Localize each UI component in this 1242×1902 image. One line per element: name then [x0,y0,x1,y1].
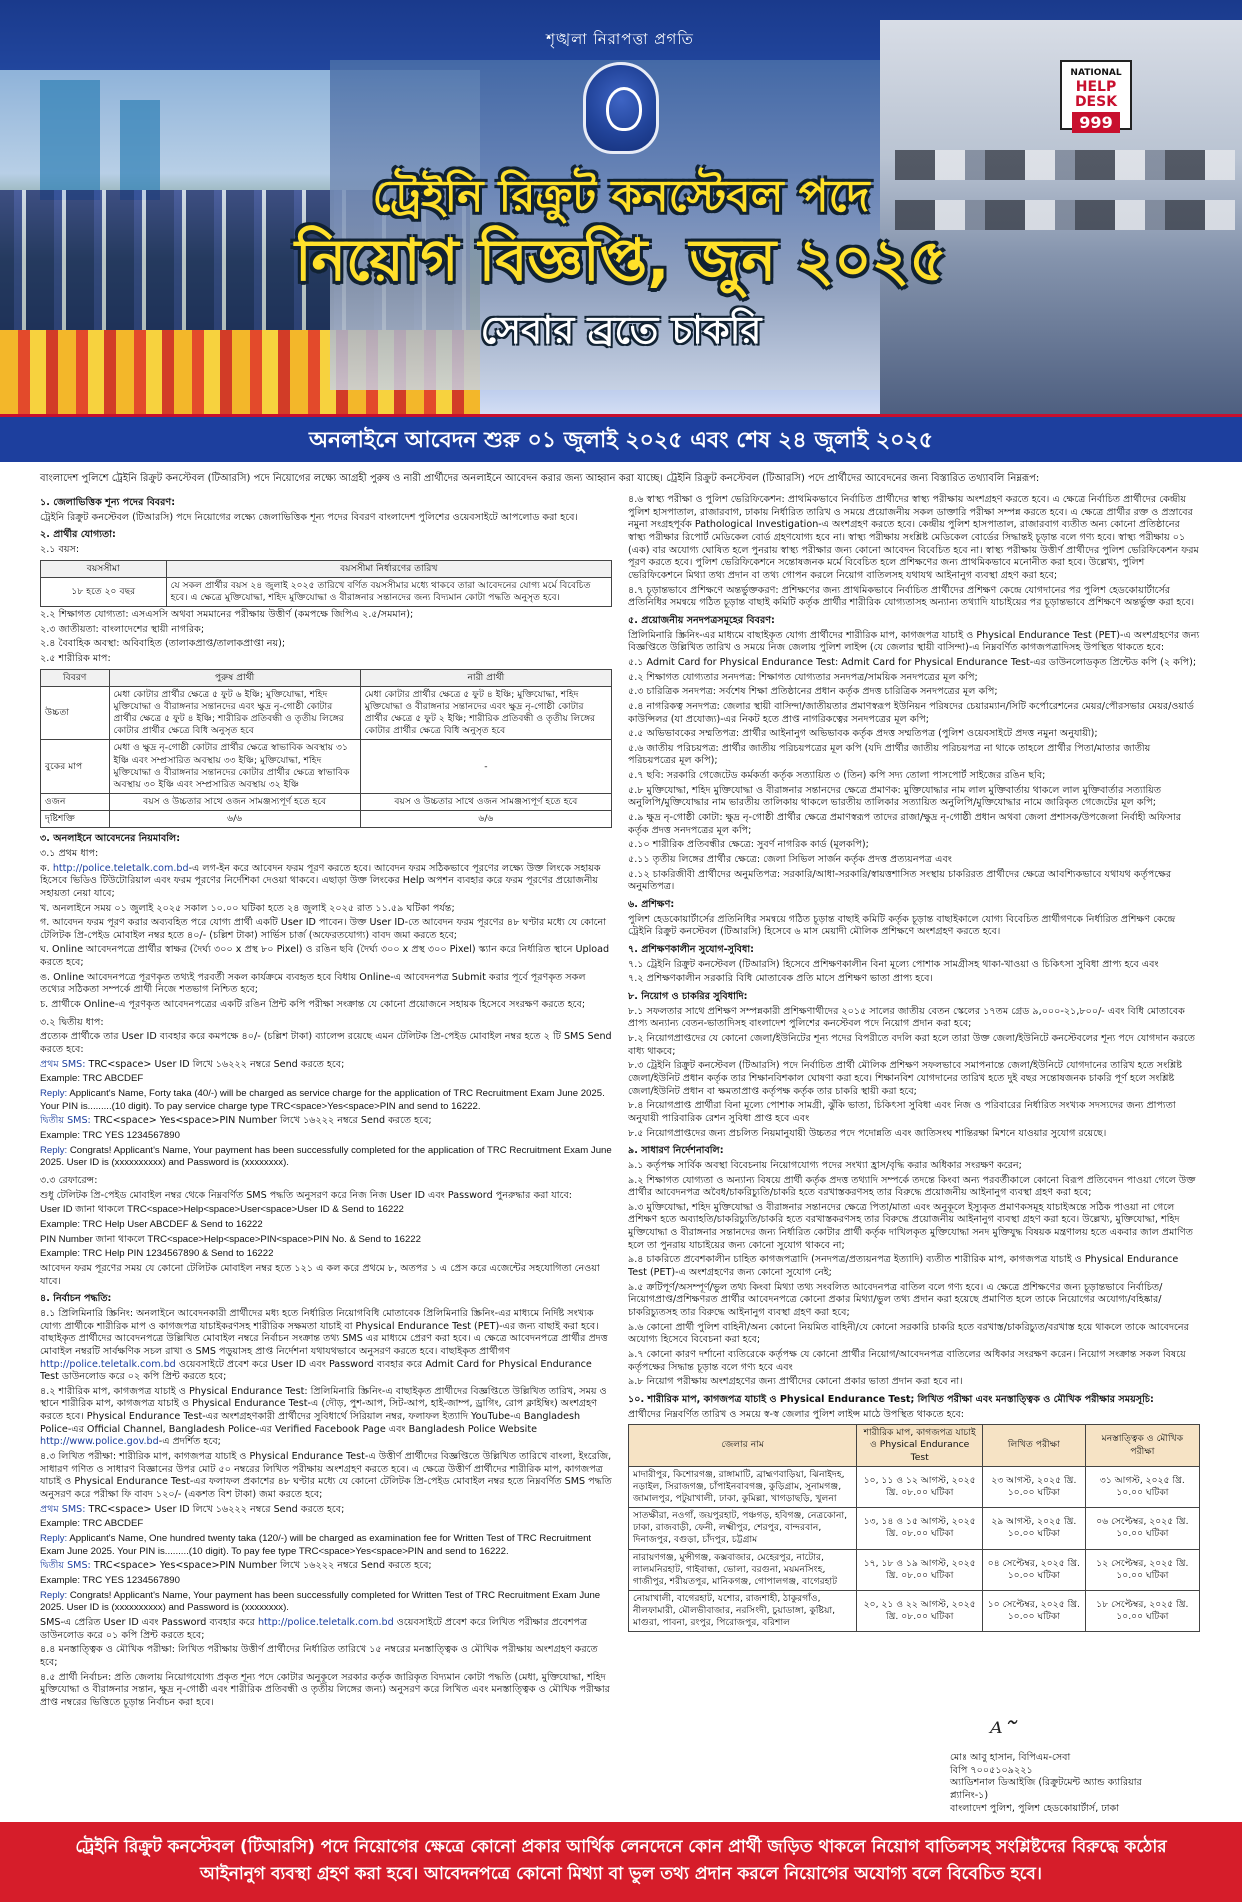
signature-block [950,1715,1180,1815]
table-row: সাতক্ষীরা, নওগাঁ, জয়পুরহাট, পঞ্চগড়, হবিগঞ্জ, নেত্রকোনা, ঢাকা, রাজবাড়ী, ফেনী, লক্ষ্মীপুর, শেরপুর, বান্দরবান, দিনাজপুর, বগুড়া, চাঁদপুর, চট্টগ্রাম ১৩, ১৪ ও ১৫ আগস্ট, ২০২৫ খ্রি. ০৮.০০ ঘটিকা ২৯ আগস্ট, ২০২৫ খ্রি. ১০.০০ ঘটিকা ০৬ সেপ্টেম্বর, ২০২৫ খ্রি. ১০.০০ ঘটিকা [629,1508,1200,1549]
national-helpdesk-sign: NATIONAL HELP DESK 999 [1060,60,1132,130]
section-heading: ১০. শারীরিক মাপ, কাগজপত্র যাচাই ও Physical Endurance Test; লিখিত পরীক্ষা এবং মনস্তাত্ত্বিক ও মৌখিক পরীক্ষার সময়সূচি: [628,1394,1154,1405]
section-heading: ২. প্রার্থীর যোগ্যতা: [40,529,116,541]
section-heading: ৫. প্রয়োজনীয় সনদপত্রসমূহের বিবরণ: [628,614,775,626]
signatory-name: মোঃ আবু হাসান, বিপিএম-সেবা [950,1751,1071,1763]
warning-footer: ট্রেইনি রিক্রুট কনস্টেবল (টিআরসি) পদে নিয়োগের ক্ষেত্রে কোনো প্রকার আর্থিক লেনদেনে কোন প্রার্থী জড়িত থাকলে নিয়োগ বাতিলসহ সংশ্লিষ্টদের বিরুদ্ধে কঠোর আইনানুগ ব্যবস্থা গ্রহণ করা হবে। আবেদনপত্রে কোনো মিথ্যা বা ভুল তথ্য প্রদান করলে নিয়োগের অযোগ্য বলে বিবেচিত হবে। [0,1822,1242,1902]
schedule-table: জেলার নাম শারীরিক মাপ, কাগজপত্র যাচাই ও Physical Endurance Test লিখিত পরীক্ষা মনস্তাত্ত্বিক ও মৌখিক পরীক্ষা মাদারীপুর, কিশোরগঞ্জ, রাঙ্গামাটি, ব্রাহ্মণবাড়িয়া, ঝিনাইদহ, নড়াইল, সিরাজগঞ্জ, চাঁপাইনবাবগঞ্জ, কুড়িগ্রাম, সুনামগঞ্জ, জামালপুর, পটুয়াখালী, ঢাকা, কুমিল্লা, খাগড়াছড়ি, খুলনা ১০, ১১ ও ১২ আগস্ট, ২০২৫ খ্রি. ০৮.০০ ঘটিকা ২৩ আগস্ট, ২০২৫ খ্রি. ১০.০০ ঘটিকা ৩১ আগস্ট, ২০২৫ খ্রি. ১০.০০ ঘটিকা সাতক্ষীরা, নওগাঁ, জয়পুরহাট, পঞ্চগড়, হবিগঞ্জ, নেত্রকোনা, ঢাকা, রাজবাড়ী, ফেনী, লক্ষ্মীপুর, শেরপুর, বান্দরবান, দিনাজপুর, বগুড়া, চাঁদপুর, চট্টগ্রাম ১৩, ১৪ ও ১৫ আগস্ট, ২০২৫ খ্রি. ০৮.০০ ঘটিকা ২৯ আগস্ট, ২০২৫ খ্রি. ১০.০০ ঘটিকা ০৬ সেপ্টেম্বর, ২০২৫ খ্রি. ১০.০০ ঘটিকা নারায়ণগঞ্জ, মুন্সীগঞ্জ, কক্সবাজার, মেহেরপুর, নাটোর, লালমনিরহাট, গাইবান্ধা, ভোলা, বরগুনা, ময়মনসিংহ, গাজীপুর, শরীয়তপুর, মানিকগঞ্জ, গোপালগঞ্জ, বাগেরহাট ১৭, ১৮ ও ১৯ আগস্ট, ২০২৫ খ্রি. ০৮.০০ ঘটিকা ০৪ সেপ্টেম্বর, ২০২৫ খ্রি. ১০.০০ ঘটিকা ১২ সেপ্টেম্বর, ২০২৫ খ্রি. ১০.০০ ঘটিকা নোয়াখালী, বাগেরহাট, যশোর, রাজশাহী, ঠাকুরগাঁও, নীলফামারী, মৌলভীবাজার, নরসিংদী, চুয়াডাঙ্গা, কুষ্টিয়া, মাগুরা, পাবনা, রংপুর, পিরোজপুর, বরিশাল ২০, ২১ ও ২২ আগস্ট, ২০২৫ খ্রি. ০৮.০০ ঘটিকা ১০ সেপ্টেম্বর, ২০২৫ খ্রি. ১০.০০ ঘটিকা ১৮ সেপ্টেম্বর, ২০২৫ খ্রি. ১০.০০ ঘটিকা [628,1424,1200,1632]
age-table: বয়সসীমা বয়সসীমা নির্ধারণের তারিখ ১৮ হতে ২০ বছর যে সকল প্রার্থীর বয়স ২৪ জুলাই ২০২৫ তারিখে বর্ণিত বয়সসীমার মধ্যে থাকবে তারা আবেদনের যোগ্য মর্মে বিবেচিত হবে। এ ক্ষেত্রে মুক্তিযোদ্ধা, শহিদ মুক্তিযোদ্ধা ও বীরাঙ্গনার সন্তানদের জন্য বিদ্যমান কোটা পদ্ধতি অনুসৃত হবে। [40,560,612,607]
teletalk-link[interactable]: http://police.teletalk.com.bd [257,1616,394,1628]
tagline: সেবার ব্রতে চাকরি [480,308,762,352]
intro-paragraph: বাংলাদেশ পুলিশে ট্রেইনি রিক্রুট কনস্টেবল (টিআরসি) পদে নিয়োগের লক্ষ্যে আগ্রহী পুরুষ ও নারী প্রার্থীদের অনলাইনে আবেদন করার জন্য আহ্বান করা যাচ্ছে। ট্রেইনি রিক্রুট কনস্টেবল (টিআরসি) পদে প্রার্থীদের আবেদনের জন্য বিস্তারিত তথ্যাবলি নিম্নরূপ: [40,473,1040,484]
title-line1: ট্রেইনি রিক্রুট কনস্টেবল পদে [372,171,870,222]
table-row: নোয়াখালী, বাগেরহাট, যশোর, রাজশাহী, ঠাকুরগাঁও, নীলফামারী, মৌলভীবাজার, নরসিংদী, চুয়াডাঙ্গা, কুষ্টিয়া, মাগুরা, পাবনা, রংপুর, পিরোজপুর, বরিশাল ২০, ২১ ও ২২ আগস্ট, ২০২৫ খ্রি. ০৮.০০ ঘটিকা ১০ সেপ্টেম্বর, ২০২৫ খ্রি. ১০.০০ ঘটিকা ১৮ সেপ্টেম্বর, ২০২৫ খ্রি. ১০.০০ ঘটিকা [629,1591,1200,1632]
police-emblem-icon [583,62,659,154]
header-banner [0,0,1242,418]
section-heading: ৯. সাধারণ নির্দেশনাবলি: [628,1145,724,1157]
right-column: ৪.৬ স্বাস্থ্য পরীক্ষা ও পুলিশ ভেরিফিকেশন: প্রাথমিকভাবে নির্বাচিত প্রার্থীদের স্বাস্থ্য পরীক্ষায় অংশগ্রহণ করতে হবে। এ ক্ষেত্রে নির্বাচিত প্রার্থীদের কেন্দ্রীয় পুলিশ হাসপাতাল, রাজারবাগ, ঢাকায় নির্ধারিত তারিখ ও সময়ে প্রয়োজনীয় সকল ডাক্তারি পরীক্ষা সম্পন্ন করতে হবে। এ ক্ষেত্রে প্রার্থীর রক্ত ও প্রস্রাবের নমুনা সংগ্রহপূর্বক Pathological Investigation-এ অংশগ্রহণ করতে হবে। কেন্দ্রীয় পুলিশ হাসপাতাল, রাজারবাগ ব্যতীত অন্য কোনো প্রতিষ্ঠানের স্বাস্থ্য পরীক্ষার রিপোর্ট মেডিকেল বোর্ড গ্রহণযোগ্য হবে না। স্বাস্থ্য পরীক্ষায় সংশ্লিষ্ট মেডিকেল বোর্ডের সিদ্ধান্তই চূড়ান্ত বলে গণ্য হবে। স্বাস্থ্য পরীক্ষায় ০১ (এক) বার অযোগ্য ঘোষিত হলে পুনরায় স্বাস্থ্য পরীক্ষার জন্য কোনো আবেদন বিবেচিত হবে না। স্বাস্থ্য পরীক্ষায় উত্তীর্ণ প্রার্থীদের পুলিশ ভেরিফিকেশন ফরম পূরণ করতে হবে। পুলিশ ভেরিফিকেশনে সন্তোষজনক মর্মে বিবেচিত হলে প্রশিক্ষণের জন্য প্রাথমিকভাবে মনোনীত করা হবে। উল্লেখ্য, পুলিশ ভেরিফিকেশনে মিথ্যা তথ্য প্রদান বা তথ্য গোপন করলে নিয়োগ বাতিলসহ যথাযথ আইনানুগ ব্যবস্থা গ্রহণ করা হবে; ৪.৭ চূড়ান্তভাবে প্রশিক্ষণে অন্তর্ভুক্তকরণ: প্রশিক্ষণের জন্য প্রাথমিকভাবে নির্বাচিত প্রার্থীদের প্রশিক্ষণ কেন্দ্রে যোগদানের পর পুলিশ হেডকোয়ার্টার্সের প্রতিনিধির সমন্বয়ে গঠিত চূড়ান্ত বাছাই কমিটি কর্তৃক প্রার্থীর শারীরিক যোগ্যতাসহ অন্যান্য তথ্যাদি যাচাইয়ের পর চূড়ান্তভাবে প্রশিক্ষণে অন্তর্ভুক্ত করা হবে। ৫. প্রয়োজনীয় সনদপত্রসমূহের বিবরণ: প্রিলিমিনারি স্ক্রিনিং-এর মাধ্যমে বাছাইকৃত যোগ্য প্রার্থীদের শারীরিক মাপ, কাগজপত্র যাচাই ও Physical Endurance Test (PET)-এ অংশগ্রহণের জন্য বিজ্ঞপ্তিতে উল্লিখিত তারিখ ও সময়ে নিজ জেলায় পুলিশ লাইন্স (যে জেলার স্থায়ী বাসিন্দা)-এ নিম্নবর্ণিত কাগজপত্রাদিসহ উপস্থিত থাকতে হবে: ৫.১ Admit Card for Physical Endurance Test: Admit Card for Physical Endurance Test-এর ডাউনলোডকৃত প্রিন্টেড কপি (২ কপি); ৫.২ শিক্ষাগত যোগ্যতার সনদপত্র: শিক্ষাগত যোগ্যতার সনদপত্র/সাময়িক সনদপত্রের মূল কপি; ৫.৩ চারিত্রিক সনদপত্র: সর্বশেষ শিক্ষা প্রতিষ্ঠানের প্রধান কর্তৃক প্রদত্ত চারিত্রিক সনদপত্রের মূল কপি; ৫.৪ নাগরিকত্ব সনদপত্র: জেলার স্থায়ী বাসিন্দা/জাতীয়তার প্রমাণস্বরূপ ইউনিয়ন পরিষদের চেয়ারম্যান/সিটি কর্পোরেশনের মেয়র/পৌরসভার মেয়র/ওয়ার্ড কাউন্সিলর (যা প্রযোজ্য)-এর নিকট হতে প্রাপ্ত নাগরিকত্বের সনদপত্রের মূল কপি; ৫.৫ অভিভাবকের সম্মতিপত্র: প্রার্থীর আইনানুগ অভিভাবক কর্তৃক প্রদত্ত সম্মতিপত্র (পুলিশ ওয়েবসাইটে প্রদত্ত নমুনা অনুযায়ী); ৫.৬ জাতীয় পরিচয়পত্র: প্রার্থীর জাতীয় পরিচয়পত্রের মূল কপি (যদি প্রার্থীর জাতীয় পরিচয়পত্র না থাকে তাহলে প্রার্থীর পিতা/মাতার জাতীয় পরিচয়পত্রের মূল কপি); ৫.৭ ছবি: সরকারি গেজেটেড কর্মকর্তা কর্তৃক সত্যায়িত ৩ (তিন) কপি সদ্য তোলা পাসপোর্ট সাইজের রঙিন ছবি; ৫.৮ মুক্তিযোদ্ধা, শহিদ মুক্তিযোদ্ধা ও বীরাঙ্গনার সন্তানদের ক্ষেত্রে প্রমাণক: মুক্তিযোদ্ধার নাম লাল মুক্তিবার্তায় থাকলে লাল মুক্তিবার্তার সত্যায়িত অনুলিপি/মুক্তিযোদ্ধার নাম ভারতীয় তালিকায় থাকলে ভারতীয় তালিকার সত্যায়িত অনুলিপি/মুক্তিযোদ্ধার নামে জারিকৃত গেজেটের মূল কপি; ৫.৯ ক্ষুদ্র নৃ-গোষ্ঠী কোটা: ক্ষুদ্র নৃ-গোষ্ঠী প্রার্থীর ক্ষেত্রে প্রমাণস্বরূপ তাদের রাজা/ক্ষুদ্র নৃ-গোষ্ঠী প্রধান অথবা জেলা প্রশাসক/উপজেলা নির্বাহী অফিসার কর্তৃক প্রদত্ত সনদপত্রের মূল কপি; ৫.১০ শারীরিক প্রতিবন্ধীর ক্ষেত্রে: সুবর্ণ নাগরিক কার্ড (মূলকপি); ৫.১১ তৃতীয় লিঙ্গের প্রার্থীর ক্ষেত্রে: জেলা সিভিল সার্জন কর্তৃক প্রদত্ত প্রত্যয়নপত্র এবং ৫.১২ চাকরিজীবী প্রার্থীদের অনুমতিপত্র: সরকারি/আধা-সরকারি/স্বায়ত্তশাসিত সংস্থায় চাকরিরত প্রার্থীদের ক্ষেত্রে আবশ্যিকভাবে যথাযথ কর্তৃপক্ষের অনুমতিপত্র। ৬. প্রশিক্ষণ: পুলিশ হেডকোয়ার্টার্সের প্রতিনিধির সমন্বয়ে গঠিত চূড়ান্ত বাছাই কমিটি কর্তৃক চূড়ান্ত বাছাইকালে যোগ্য বিবেচিত প্রার্থীগণকে নির্ধারিত প্রশিক্ষণ কেন্দ্রে ট্রেইনি রিক্রুট কনস্টেবল (টিআরসি) হিসেবে ৬ মাস মেয়াদী মৌলিক প্রশিক্ষণে অংশগ্রহণ করতে হবে। ৭. প্রশিক্ষণকালীন সুযোগ-সুবিধা: ৭.১ ট্রেইনি রিক্রুট কনস্টেবল (টিআরসি) হিসেবে প্রশিক্ষণকালীন বিনা মূল্যে পোশাক সামগ্রীসহ থাকা-খাওয়া ও চিকিৎসা সুবিধা প্রাপ্য হবে এবং ৭.২ প্রশিক্ষণকালীন সরকারি বিধি মোতাবেক প্রতি মাসে প্রশিক্ষণ ভাতা প্রাপ্য হবে। ৮. নিয়োগ ও চাকরির সুবিধাদি: ৮.১ সফলতার সাথে প্রশিক্ষণ সম্পন্নকারী প্রশিক্ষণার্থীদের ২০১৫ সালের জাতীয় বেতন স্কেলের ১৭তম গ্রেড ৯,০০০-২১,৮০০/- এবং বিধি মোতাবেক প্রাপ্য অন্যান্য বেতন-ভাতাদিসহ বাংলাদেশ পুলিশের কনস্টেবল পদে নিয়োগ প্রদান করা হবে; ৮.২ নিয়োগপ্রাপ্তদের যে কোনো জেলা/ইউনিটের শূন্য পদের বিপরীতে বদলি করা হলে তারা উক্ত জেলা/ইউনিটে কনস্টেবলের শূন্য পদে যোগদান করতে বাধ্য থাকবে; ৮.৩ ট্রেইনি রিক্রুট কনস্টেবল (টিআরসি) পদে নির্বাচিত প্রার্থী মৌলিক প্রশিক্ষণ সফলভাবে সমাপনান্তে জেলা/ইউনিটে যোগদানের তারিখ হতে সংশ্লিষ্ট জেলা/ইউনিট প্রধান কর্তৃক তার শিক্ষানবিশকাল ঘোষণা করা হবে। শিক্ষানবিশ যোগদানের তারিখ হতে দুই বছর সন্তোষজনক চাকরি পূর্ণ হলে সংশ্লিষ্ট জেলা/ইউনিট প্রধান বা ক্ষমতাপ্রাপ্ত কর্তৃপক্ষ কর্তৃক তার চাকরি স্থায়ী করা হবে; ৮.৪ নিয়োগপ্রাপ্ত প্রার্থীরা বিনা মূল্যে পোশাক সামগ্রী, ঝুঁকি ভাতা, চিকিৎসা সুবিধা এবং নিজ ও পরিবারের নির্ধারিত সংখ্যক সদস্যদের জন্য প্রাপ্যতা অনুযায়ী পারিবারিক রেশন সুবিধা প্রাপ্ত হবে এবং ৮.৫ নিয়োগপ্রাপ্তদের জন্য প্রচলিত নিয়মানুযায়ী উচ্চতর পদে পদোন্নতি এবং জাতিসংঘ শান্তিরক্ষা মিশনে যাওয়ার সুযোগ রয়েছে। ৯. সাধারণ নির্দেশনাবলি: ৯.১ কর্তৃপক্ষ সার্বিক অবস্থা বিবেচনায় নিয়োগযোগ্য পদের সংখ্যা হ্রাস/বৃদ্ধি করার অধিকার সংরক্ষণ করেন; ৯.২ শিক্ষাগত যোগ্যতা ও অন্যান্য বিষয়ে প্রার্থী কর্তৃক প্রদত্ত তথ্যাদি সম্পর্কে তদন্তে কিংবা অন্য পরবর্তীকালে কোনো বিরূপ প্রতিবেদন পাওয়া গেলে উক্ত প্রার্থীর আবেদনপত্র অবৈধ/চাকরিচ্যুতি/চাকরি হতে বরখাস্তকরণসহ তার বিরুদ্ধে প্রয়োজনীয় আইনানুগ ব্যবস্থা গ্রহণ করা হবে; ৯.৩ মুক্তিযোদ্ধা, শহিদ মুক্তিযোদ্ধা ও বীরাঙ্গনার সন্তানদের ক্ষেত্রে পিতা/মাতা এবং অনুকূলে ইস্যুকৃত প্রমাণকসমূহ যাচাইঅন্তে সঠিক পাওয়া না গেলে প্রশিক্ষণ হতে অব্যাহতি/চাকরিচ্যুতি/চাকরি হতে বরখাস্তকরণসহ তার বিরুদ্ধে প্রয়োজনীয় আইনানুগ ব্যবস্থা গ্রহণ করা হবে। উল্লেখ্য, মুক্তিযোদ্ধা, শহিদ মুক্তিযোদ্ধা ও বীরাঙ্গনার সন্তানদের জন্য নির্ধারিত কোটার প্রার্থী কর্তৃক দাখিলকৃত মুক্তিযোদ্ধা সনদ মুক্তিযুদ্ধ বিষয়ক মন্ত্রণালয় হতে একবার জাল প্রমাণিত হলে তা পুনরায় যাচাইয়ের জন্য কোনো সুযোগ থাকবে না; ৯.৪ চাকরিতে প্রবেশকালীন চাহিত কাগজপত্রাদি (সনদপত্র/প্রত্যয়নপত্র ইত্যাদি) ব্যতীত শারীরিক মাপ, কাগজপত্র যাচাই ও Physical Endurance Test (PET)-এ অংশগ্রহণের জন্য কোনো সুযোগ নেই; ৯.৫ ক্রটিপূর্ণ/অসম্পূর্ণ/ভুল তথ্য কিংবা মিথ্যা তথ্য সংবলিত আবেদনপত্র বাতিল বলে গণ্য হবে। এ ক্ষেত্রে প্রশিক্ষণের জন্য চূড়ান্তভাবে নির্বাচিত/নিয়োগপ্রাপ্ত/প্রশিক্ষণরত প্রার্থীর আবেদনপত্রে কোনো প্রকার মিথ্যা/ভুল তথ্য প্রদান করা হয়েছে প্রমাণিত হলে তাকে নিয়োগের অযোগ্য/বহিষ্কার/চাকরিচ্যুতসহ তার বিরুদ্ধে আইনানুগ ব্যবস্থা গ্রহণ করা হবে; ৯.৬ কোনো প্রার্থী পুলিশ বাহিনী/অন্য কোনো নিয়মিত বাহিনী/যে কোনো সরকারি চাকরি হতে বরখাস্ত/চাকরিচ্যুত/বরখাস্ত হয়ে থাকলে তাকে আবেদনের অযোগ্য হিসেবে বিবেচনা করা হবে; ৯.৭ কোনো কারণ দর্শানো ব্যতিরেকে কর্তৃপক্ষ যে কোনো প্রার্থীর নিয়োগ/আবেদনপত্র বাতিলের অধিকার সংরক্ষণ করেন। নিয়োগ সংক্রান্ত সকল বিষয়ে কর্তৃপক্ষের সিদ্ধান্ত চূড়ান্ত বলে গণ্য হবে এবং ৯.৮ নিয়োগ পরীক্ষায় অংশগ্রহণের জন্য প্রার্থীদের কোনো প্রকার ভাতা প্রদান করা হবে না। ১০. শারীরিক মাপ, কাগজপত্র যাচাই ও Physical Endurance Test; লিখিত পরীক্ষা এবং মনস্তাত্ত্বিক ও মৌখিক পরীক্ষার সময়সূচি: প্রার্থীদের নিম্নবর্ণিত তারিখ ও সময়ে স্ব-স্ব জেলার পুলিশ লাইন্স মাঠে উপস্থিত থাকতে হবে: জেলার নাম শারীরিক মাপ, কাগজপত্র যাচাই ও Physical Endurance Test লিখিত পরীক্ষা মনস্তাত্ত্বিক ও মৌখিক পরীক্ষা মাদারীপুর, কিশোরগঞ্জ, রাঙ্গামাটি, ব্রাহ্মণবাড়িয়া, ঝিনাইদহ, নড়াইল, সিরাজগঞ্জ, চাঁপাইনবাবগঞ্জ, কুড়িগ্রাম, সুনামগঞ্জ, জামালপুর, পটুয়াখালী, ঢাকা, কুমিল্লা, খাগড়াছড়ি, খুলনা ১০, ১১ ও ১২ আগস্ট, ২০২৫ খ্রি. ০৮.০০ ঘটিকা ২৩ আগস্ট, ২০২৫ খ্রি. ১০.০০ ঘটিকা ৩১ আগস্ট, ২০২৫ খ্রি. ১০.০০ ঘটিকা সাতক্ষীরা, নওগাঁ, জয়পুরহাট, পঞ্চগড়, হবিগঞ্জ, নেত্রকোনা, ঢাকা, রাজবাড়ী, ফেনী, লক্ষ্মীপুর, শেরপুর, বান্দরবান, দিনাজপুর, বগুড়া, চাঁদপুর, চট্টগ্রাম ১৩, ১৪ ও ১৫ আগস্ট, ২০২৫ খ্রি. ০৮.০০ ঘটিকা ২৯ আগস্ট, ২০২৫ খ্রি. ১০.০০ ঘটিকা ০৬ সেপ্টেম্বর, ২০২৫ খ্রি. ১০.০০ ঘটিকা নারায়ণগঞ্জ, মুন্সীগঞ্জ, কক্সবাজার, মেহেরপুর, নাটোর, লালমনিরহাট, গাইবান্ধা, ভোলা, বরগুনা, ময়মনসিংহ, গাজীপুর, শরীয়তপুর, মানিকগঞ্জ, গোপালগঞ্জ, বাগেরহাট ১৭, ১৮ ও ১৯ আগস্ট, ২০২৫ খ্রি. ০৮.০০ ঘটিকা ০৪ সেপ্টেম্বর, ২০২৫ খ্রি. ১০.০০ ঘটিকা ১২ সেপ্টেম্বর, ২০২৫ খ্রি. ১০.০০ ঘটিকা নোয়াখালী, বাগেরহাট, যশোর, রাজশাহী, ঠাকুরগাঁও, নীলফামারী, মৌলভীবাজার, নরসিংদী, চুয়াডাঙ্গা, কুষ্টিয়া, মাগুরা, পাবনা, রংপুর, পিরোজপুর, বরিশাল ২০, ২১ ও ২২ আগস্ট, ২০২৫ খ্রি. ০৮.০০ ঘটিকা ১০ সেপ্টেম্বর, ২০২৫ খ্রি. ১০.০০ ঘটিকা ১৮ সেপ্টেম্বর, ২০২৫ খ্রি. ১০.০০ ঘটিকা [628,492,1200,1780]
application-period-bar: অনলাইনে আবেদন শুরু ০১ জুলাই ২০২৫ এবং শেষ ২৪ জুলাই ২০২৫ [0,414,1242,462]
title-line2: নিয়োগ বিজ্ঞপ্তি, জুন ২০২৫ [294,226,948,294]
teletalk-link[interactable]: http://police.teletalk.com.bd [52,862,189,874]
left-column: ১. জেলাভিত্তিক শূন্য পদের বিবরণ: ট্রেইনি রিক্রুট কনস্টেবল (টিআরসি) পদে নিয়োগের লক্ষ্যে জেলাভিত্তিক শূন্য পদের বিবরণ বাংলাদেশ পুলিশের ওয়েবসাইটে আপলোড করা হবে। ২. প্রার্থীর যোগ্যতা: ২.১ বয়স: বয়সসীমা বয়সসীমা নির্ধারণের তারিখ ১৮ হতে ২০ বছর যে সকল প্রার্থীর বয়স ২৪ জুলাই ২০২৫ তারিখে বর্ণিত বয়সসীমার মধ্যে থাকবে তারা আবেদনের যোগ্য মর্মে বিবেচিত হবে। এ ক্ষেত্রে মুক্তিযোদ্ধা, শহিদ মুক্তিযোদ্ধা ও বীরাঙ্গনার সন্তানদের জন্য বিদ্যমান কোটা পদ্ধতি অনুসৃত হবে। ২.২ শিক্ষাগত যোগ্যতা: এসএসসি অথবা সমমানের পরীক্ষায় উত্তীর্ণ (কমপক্ষে জিপিএ ২.৫/সমমান); ২.৩ জাতীয়তা: বাংলাদেশের স্থায়ী নাগরিক; ২.৪ বৈবাহিক অবস্থা: অবিবাহিত (তালাকপ্রাপ্ত/তালাকপ্রাপ্তা নয়); ২.৫ শারীরিক মাপ: বিবরণ পুরুষ প্রার্থী নারী প্রার্থী উচ্চতা মেধা কোটার প্রার্থীর ক্ষেত্রে ৫ ফুট ৬ ইঞ্চি; মুক্তিযোদ্ধা, শহিদ মুক্তিযোদ্ধা ও বীরাঙ্গনার সন্তানদের এবং ক্ষুদ্র নৃ-গোষ্ঠী কোটার প্রার্থীর ক্ষেত্রে ৫ ফুট ৪ ইঞ্চি; শারীরিক প্রতিবন্ধী ও তৃতীয় লিঙ্গের কোটার প্রার্থীর ক্ষেত্রে বিধি অনুসৃত হবে মেধা কোটার প্রার্থীর ক্ষেত্রে ৫ ফুট ৪ ইঞ্চি; মুক্তিযোদ্ধা, শহিদ মুক্তিযোদ্ধা ও বীরাঙ্গনার সন্তানদের এবং ক্ষুদ্র নৃ-গোষ্ঠী কোটার প্রার্থীর ক্ষেত্রে ৫ ফুট ২ ইঞ্চি; শারীরিক প্রতিবন্ধী ও তৃতীয় লিঙ্গের কোটার প্রার্থীর ক্ষেত্রে বিধি অনুসৃত হবে বুকের মাপ মেধা ও ক্ষুদ্র নৃ-গোষ্ঠী কোটার প্রার্থীর ক্ষেত্রে স্বাভাবিক অবস্থায় ৩১ ইঞ্চি এবং সম্প্রসারিত অবস্থায় ৩৩ ইঞ্চি; মুক্তিযোদ্ধা, শহিদ মুক্তিযোদ্ধা ও বীরাঙ্গনার সন্তানদের কোটার প্রার্থীর ক্ষেত্রে স্বাভাবিক অবস্থায় ৩০ ইঞ্চি এবং সম্প্রসারিত অবস্থায় ৩২ ইঞ্চি - ওজন বয়স ও উচ্চতার সাথে ওজন সামঞ্জস্যপূর্ণ হতে হবে বয়স ও উচ্চতার সাথে ওজন সামঞ্জস্যপূর্ণ হতে হবে দৃষ্টিশক্তি ৬/৬ ৬/৬ ৩. অনলাইনে আবেদনের নিয়মাবলি: ৩.১ প্রথম ধাপ: ক. http://police.teletalk.com.bd-এ লগ-ইন করে আবেদন ফরম পূরণ করতে হবে। আবেদন ফরম সঠিকভাবে পূরণের লক্ষ্যে উক্ত লিংকে সহায়ক হিসেবে ভিডিও টিউটোরিয়াল এবং ফরম পূরণের নির্দেশিকা দেওয়া থাকবে। এছাড়া উক্ত লিংকের Help অপশন ব্যবহার করে ফরম পূরণের প্রয়োজনীয় সহায়তা নেয়া যাবে; খ. অনলাইনে সময় ০১ জুলাই ২০২৫ সকাল ১০.০০ ঘটিকা হতে ২৪ জুলাই ২০২৫ রাত ১১.৫৯ ঘটিকা পর্যন্ত; গ. আবেদন ফরম পূরণ করার অব্যবহিত পরে যোগ্য প্রার্থী একটি User ID পাবেন। উক্ত User ID-তে আবেদন ফরম পূরণের ৪৮ ঘণ্টার মধ্যে যে কোনো টেলিটক প্রি-পেইড মোবাইল নম্বর হতে ৪০/- (চল্লিশ টাকা) সার্ভিস চার্জ (অফেরতযোগ্য) বাবদ জমা করতে হবে; ঘ. Online আবেদনপত্রে প্রার্থীর স্বাক্ষর (দৈর্ঘ্য ৩০০ x প্রস্থ ৮০ Pixel) ও রঙিন ছবি (দৈর্ঘ্য ৩০০ x প্রস্থ ৩০০ Pixel) স্ক্যান করে নির্ধারিত স্থানে Upload করতে হবে; ঙ. Online আবেদনপত্রে পূরণকৃত তথ্যই পরবর্তী সকল কার্যক্রমে ব্যবহৃত হবে বিধায় Online-এ আবেদনপত্র Submit করার পূর্বে পূরণকৃত সকল তথ্যের সঠিকতা সম্পর্কে প্রার্থী নিজে শতভাগ নিশ্চিত হবে; চ. প্রার্থীকে Online-এ পূরণকৃত আবেদনপত্রের একটি রঙিন প্রিন্ট কপি পরীক্ষা সংক্রান্ত যে কোনো প্রয়োজনে সহায়ক হিসেবে সংরক্ষণ করতে হবে; ৩.২ দ্বিতীয় ধাপ: প্রত্যেক প্রার্থীকে তার User ID ব্যবহার করে কমপক্ষে ৪০/- (চল্লিশ টাকা) ব্যালেন্স রয়েছে এমন টেলিটক প্রি-পেইড মোবাইল নম্বর হতে ২ টি SMS Send করতে হবে: প্রথম SMS: TRC<space> User ID লিখে ১৬২২২ নম্বরে Send করতে হবে; Example: TRC ABCDEF Reply: Applicant's Name, Forty taka (40/-) will be charged as service charge for the application of TRC Recruitment Exam June 2025. Your PIN is.........(10 digit). To pay service charge type TRC<space>Yes<space>PIN and send to 16222. দ্বিতীয় SMS: TRC<space> Yes<space>PIN Number লিখে ১৬২২২ নম্বরে Send করতে হবে; Example: TRC YES 1234567890 Reply: Congrats! Applicant's Name, Your payment has been successfully completed for the application of TRC Recruitment Exam June 2025. User ID is (xxxxxxxxxx) and Password is (xxxxxxxx). ৩.৩ রেফারেন্স: শুধু টেলিটক প্রি-পেইড মোবাইল নম্বর থেকে নিম্নবর্ণিত SMS পদ্ধতি অনুসরণ করে নিজ নিজ User ID এবং Password পুনরুদ্ধার করা যাবে: User ID জানা থাকলে TRC<space>Help<space>User<space>User ID & Send to 16222 Example: TRC Help User ABCDEF & Send to 16222 PIN Number জানা থাকলে TRC<space>Help<space>PIN<space>PIN No. & Send to 16222 Example: TRC Help PIN 1234567890 & Send to 16222 আবেদন ফরম পূরণের সময় যে কোনো টেলিটক মোবাইল নম্বর হতে ১২১ এ কল করে প্রথমে ৮, অতপর ১ এ প্রেস করে এজেন্টের সহযোগিতা নেওয়া যাবে। ৪. নির্বাচন পদ্ধতি: ৪.১ প্রিলিমিনারি স্ক্রিনিং: অনলাইনে আবেদনকারী প্রার্থীদের মধ্য হতে নির্ধারিত নিয়োগবিধি মোতাবেক প্রিলিমিনারি স্ক্রিনিং-এর মাধ্যমে নির্দিষ্ট সংখ্যক যোগ্য প্রার্থীকে শারীরিক মাপ ও কাগজপত্র যাচাইকরণসহ শারীরিক সক্ষমতা যাচাই বা Physical Endurance Test (PET)-এর জন্য বাছাই করা হবে। বাছাইকৃত প্রার্থীদের আবেদনপত্রে উল্লিখিত মোবাইল নম্বরে নির্বাচন সংক্রান্ত তথ্য SMS এর মাধ্যমে প্রেরণ করা হবে। এ ক্ষেত্রে আবেদনপত্রে প্রার্থীর প্রদত্ত মোবাইল নম্বরটি সার্বক্ষণিক সচল রাখা ও SMS পড়ুয়াসহ প্রাপ্ত নির্দেশনা যথাযথভাবে অনুসরণ করতে হবে। বাছাইকৃত প্রার্থীগণ http://police.teletalk.com.bd ওয়েবসাইটে প্রবেশ করে User ID এবং Password ব্যবহার করে Admit Card for Physical Endurance Test ডাউনলোড করে ০২ কপি প্রিন্ট করতে হবে; ৪.২ শারীরিক মাপ, কাগজপত্র যাচাই ও Physical Endurance Test: প্রিলিমিনারি স্ক্রিনিং-এ বাছাইকৃত প্রার্থীদের বিজ্ঞপ্তিতে উল্লিখিত তারিখ, সময় ও স্থানে শারীরিক মাপ, কাগজপত্র যাচাই ও Physical Endurance Test-এ (দৌড়, পুশ-আপ, সিট-আপ, হাই-জাম্প, ড্রাগিং, রোপ ক্লাইম্বিং) অংশগ্রহণ করতে হবে। Physical Endurance Test-এর অংশগ্রহণকারী প্রার্থীদের সুবিধার্থে সিরিয়াল নম্বর, ফলাফল ইত্যাদি YouTube-এ Bangladesh Police-এর Official Channel, Bangladesh Police-এর Verified Facebook Page এবং Bangladesh Police Website http://www.police.gov.bd-এ প্রদর্শিত হবে; ৪.৩ লিখিত পরীক্ষা: শারীরিক মাপ, কাগজপত্র যাচাই ও Physical Endurance Test-এ উত্তীর্ণ প্রার্থীদের বিজ্ঞপ্তিতে উল্লিখিত তারিখে বাংলা, ইংরেজি, সাধারণ গণিত ও সাধারণ বিজ্ঞানের উপর মোট ৫০ নম্বরের লিখিত পরীক্ষায় অংশগ্রহণ করতে হবে। এ ক্ষেত্রে উত্তীর্ণ প্রার্থীদের শারীরিক মাপ, কাগজপত্র যাচাই ও Physical Endurance Test-এর ফলাফল প্রকাশের ৪৮ ঘণ্টার মধ্যে যে কোনো টেলিটক প্রি-পেইড মোবাইল নম্বর হতে নিম্নবর্ণিত SMS পদ্ধতি অনুসরণ করে পরীক্ষা ফি বাবদ ১২০/- (একশত বিশ টাকা) জমা করতে হবে; প্রথম SMS: TRC<space> User ID লিখে ১৬২২২ নম্বরে Send করতে হবে; Example: TRC ABCDEF Reply: Applicant's Name, One hundred twenty taka (120/-) will be charged as examination fee for Written Test of TRC Recruitment Exam June 2025. Your PIN is.........(10 digit). To pay fee type TRC<space>Yes<space>PIN and send to 16222. দ্বিতীয় SMS: TRC<space> Yes<space>PIN Number লিখে ১৬২২২ নম্বরে Send করতে হবে; Example: TRC YES 1234567890 Reply: Congrats! Applicant's Name, Your payment has been successfully completed for Written Test of TRC Recruitment Exam June 2025. User ID is (xxxxxxxxxx) and Password is (xxxxxxxx). SMS-এ প্রেরিত User ID এবং Password ব্যবহার করে http://police.teletalk.com.bd ওয়েবসাইটে প্রবেশ করে লিখিত পরীক্ষার প্রবেশপত্র ডাউনলোড করে ০১ কপি প্রিন্ট করতে হবে; ৪.৪ মনস্তাত্ত্বিক ও মৌখিক পরীক্ষা: লিখিত পরীক্ষায় উত্তীর্ণ প্রার্থীদের নির্ধারিত তারিখে ১৫ নম্বরের মনস্তাত্ত্বিক ও মৌখিক পরীক্ষায় অংশগ্রহণ করতে হবে; ৪.৫ প্রার্থী নির্বাচন: প্রতি জেলায় নিয়োগযোগ্য প্রকৃত শূন্য পদে কোটার অনুকূলে সরকার কর্তৃক জারিকৃত বিদ্যমান কোটা পদ্ধতি (মেধা, মুক্তিযোদ্ধা, শহিদ মুক্তিযোদ্ধা ও বীরাঙ্গনার সন্তান, ক্ষুদ্র নৃ-গোষ্ঠী এবং শারীরিক প্রতিবন্ধী ও তৃতীয় লিঙ্গের জন্য) অনুসরণ করে লিখিত এবং মনস্তাত্ত্বিক ও মৌখিক পরীক্ষার প্রাপ্ত নম্বরের ভিত্তিতে চূড়ান্ত নির্বাচন করা হবে। [40,497,612,1708]
section-heading: ৬. প্রশিক্ষণ: [628,899,675,911]
section-heading: ৮. নিয়োগ ও চাকরির সুবিধাদি: [628,990,748,1002]
signatory-office: বাংলাদেশ পুলিশ, পুলিশ হেডকোয়ার্টার্স, ঢাকা [950,1802,1120,1814]
table-row: মাদারীপুর, কিশোরগঞ্জ, রাঙ্গামাটি, ব্রাহ্মণবাড়িয়া, ঝিনাইদহ, নড়াইল, সিরাজগঞ্জ, চাঁপাইনবাবগঞ্জ, কুড়িগ্রাম, সুনামগঞ্জ, জামালপুর, পটুয়াখালী, ঢাকা, কুমিল্লা, খাগড়াছড়ি, খুলনা ১০, ১১ ও ১২ আগস্ট, ২০২৫ খ্রি. ০৮.০০ ঘটিকা ২৩ আগস্ট, ২০২৫ খ্রি. ১০.০০ ঘটিকা ৩১ আগস্ট, ২০২৫ খ্রি. ১০.০০ ঘটিকা [629,1466,1200,1507]
signatory-designation: অ্যাডিশনাল ডিআইজি (রিক্রুটমেন্ট অ্যান্ড ক্যারিয়ার প্ল্যানিং-১) [950,1777,1142,1801]
section-heading: ৪. নির্বাচন পদ্ধতি: [40,1293,112,1305]
signatory-id: বিপি ৭০০৫১০৯২২১ [950,1764,1033,1776]
teletalk-link[interactable]: http://police.teletalk.com.bd [40,1358,176,1370]
section-heading: ১. জেলাভিত্তিক শূন্য পদের বিবরণ: [40,497,176,508]
section-heading: ৭. প্রশিক্ষণকালীন সুযোগ-সুবিধা: [628,944,755,955]
motto: শৃঙ্খলা নিরাপত্তা প্রগতি [546,30,694,48]
police-website-link[interactable]: http://www.police.gov.bd [40,1436,159,1448]
physical-measure-table: বিবরণ পুরুষ প্রার্থী নারী প্রার্থী উচ্চতা মেধা কোটার প্রার্থীর ক্ষেত্রে ৫ ফুট ৬ ইঞ্চি; মুক্তিযোদ্ধা, শহিদ মুক্তিযোদ্ধা ও বীরাঙ্গনার সন্তানদের এবং ক্ষুদ্র নৃ-গোষ্ঠী কোটার প্রার্থীর ক্ষেত্রে ৫ ফুট ৪ ইঞ্চি; শারীরিক প্রতিবন্ধী ও তৃতীয় লিঙ্গের কোটার প্রার্থীর ক্ষেত্রে বিধি অনুসৃত হবে মেধা কোটার প্রার্থীর ক্ষেত্রে ৫ ফুট ৪ ইঞ্চি; মুক্তিযোদ্ধা, শহিদ মুক্তিযোদ্ধা ও বীরাঙ্গনার সন্তানদের এবং ক্ষুদ্র নৃ-গোষ্ঠী কোটার প্রার্থীর ক্ষেত্রে ৫ ফুট ২ ইঞ্চি; শারীরিক প্রতিবন্ধী ও তৃতীয় লিঙ্গের কোটার প্রার্থীর ক্ষেত্রে বিধি অনুসৃত হবে বুকের মাপ মেধা ও ক্ষুদ্র নৃ-গোষ্ঠী কোটার প্রার্থীর ক্ষেত্রে স্বাভাবিক অবস্থায় ৩১ ইঞ্চি এবং সম্প্রসারিত অবস্থায় ৩৩ ইঞ্চি; মুক্তিযোদ্ধা, শহিদ মুক্তিযোদ্ধা ও বীরাঙ্গনার সন্তানদের কোটার প্রার্থীর ক্ষেত্রে স্বাভাবিক অবস্থায় ৩০ ইঞ্চি এবং সম্প্রসারিত অবস্থায় ৩২ ইঞ্চি - ওজন বয়স ও উচ্চতার সাথে ওজন সামঞ্জস্যপূর্ণ হতে হবে বয়স ও উচ্চতার সাথে ওজন সামঞ্জস্যপূর্ণ হতে হবে দৃষ্টিশক্তি ৬/৬ ৬/৬ [40,669,612,829]
table-row: নারায়ণগঞ্জ, মুন্সীগঞ্জ, কক্সবাজার, মেহেরপুর, নাটোর, লালমনিরহাট, গাইবান্ধা, ভোলা, বরগুনা, ময়মনসিংহ, গাজীপুর, শরীয়তপুর, মানিকগঞ্জ, গোপালগঞ্জ, বাগেরহাট ১৭, ১৮ ও ১৯ আগস্ট, ২০২৫ খ্রি. ০৮.০০ ঘটিকা ০৪ সেপ্টেম্বর, ২০২৫ খ্রি. ১০.০০ ঘটিকা ১২ সেপ্টেম্বর, ২০২৫ খ্রি. ১০.০০ ঘটিকা [629,1549,1200,1590]
section-heading: ৩. অনলাইনে আবেদনের নিয়মাবলি: [40,833,181,845]
handwritten-signature: ᴬ˜ [990,1716,1017,1749]
